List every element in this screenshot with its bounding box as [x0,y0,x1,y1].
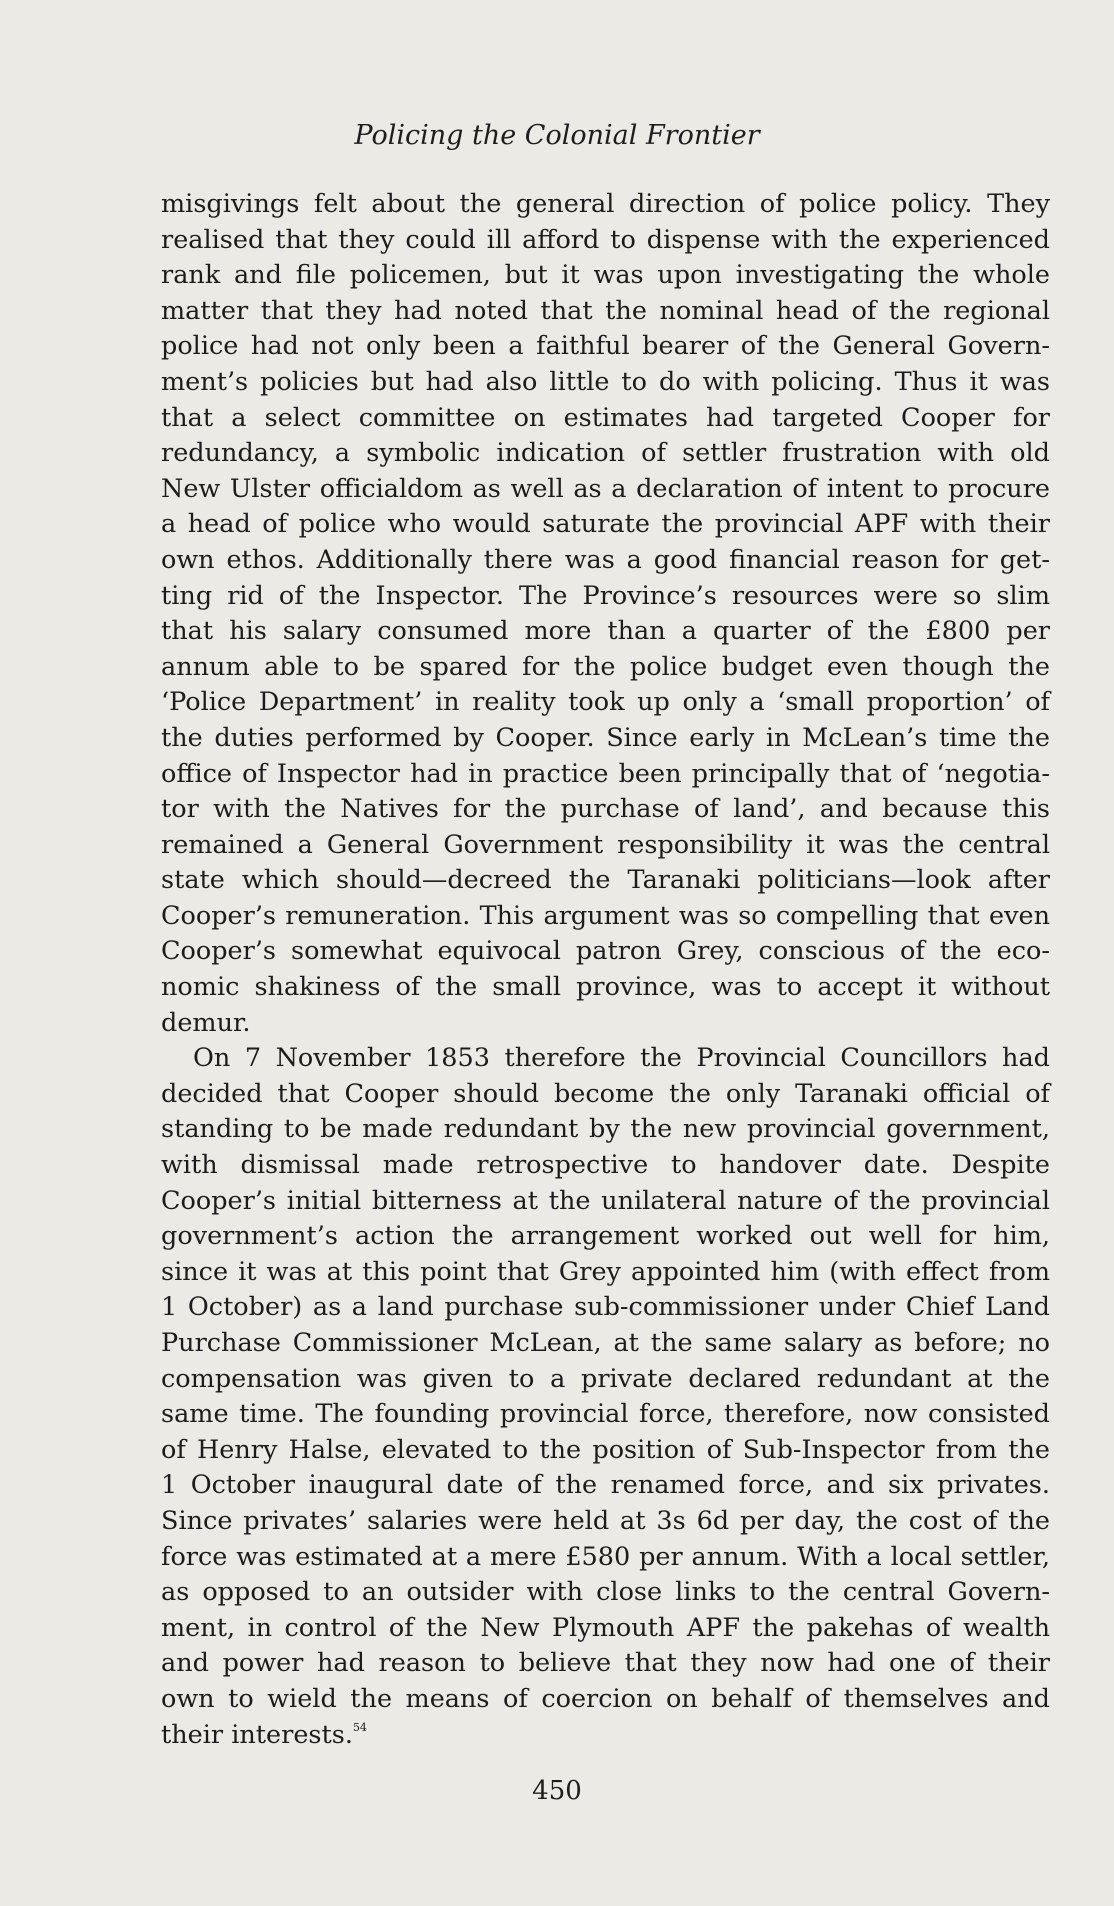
text-line: since it was at this point that Grey appointed him (with effect from [161,1256,1050,1287]
text-line: New Ulster officialdom as well as a declaration of intent to procure [161,473,1050,504]
text-line: compensation was given to a private declared redundant at the [161,1363,1050,1394]
text-line: with dismissal made retrospective to handover date. Despite [161,1150,1050,1181]
text-line: Purchase Commissioner McLean, at the same salary as before; no [161,1328,1050,1358]
text-line: the duties performed by Cooper. Since early in McLean’s time the [161,722,1050,753]
text-line: their interests.$^{54}$ [161,1719,367,1750]
text-line: ment’s policies but had also little to do with policing. Thus it was [161,366,1050,397]
page-number: 450 [532,1776,582,1806]
footnote-reference: 54 [352,1720,367,1734]
text-line: as opposed to an outsider with close links to the central Govern- [161,1577,1050,1608]
text-line: own to wield the means of coercion on behalf of themselves and [161,1683,1050,1714]
text-line: state which should—decreed the Taranaki politicians—look after [161,865,1050,896]
text-line: Cooper’s remuneration. This argument was so compelling that even [161,900,1050,931]
text-line: Since privates’ salaries were held at 3s 6d per day, the cost of the [161,1505,1050,1536]
text-line: decided that Cooper should become the only Taranaki official of [161,1078,1050,1109]
text-line: annum able to be spared for the police budget even though the [161,651,1050,682]
text-line: Cooper’s initial bitterness at the unilateral nature of the provincial [161,1185,1050,1216]
text-line: ting rid of the Inspector. The Province’s resources were so slim [161,580,1050,611]
running-head: Policing the Colonial Frontier [354,120,760,151]
body-text [161,187,1050,1753]
text-line: On 7 November 1853 therefore the Provincial Councillors had [193,1043,1050,1074]
text-line: office of Inspector had in practice been principally that of ‘negotia- [161,758,1050,789]
paragraph-2 [161,1041,1050,1753]
text-line: remained a General Government responsibility it was the central [161,829,1050,860]
text-line: ment, in control of the New Plymouth APF the pakehas of wealth [161,1612,1050,1643]
text-line: Cooper’s somewhat equivocal patron Grey, conscious of the eco- [161,936,1050,967]
text-line: 1 October) as a land purchase sub-commissioner under Chief Land [161,1292,1050,1323]
text-line: misgivings felt about the general direction of police policy. They [161,189,1050,219]
text-line: police had not only been a faithful bearer of the General Govern- [161,331,1050,362]
text-line: 1 October inaugural date of the renamed force, and six privates. [161,1470,1050,1501]
text-line: of Henry Halse, elevated to the position of Sub-Inspector from the [161,1434,1050,1465]
text-line: a head of police who would saturate the provincial APF with their [161,509,1050,540]
text-line: government’s action the arrangement worked out well for him, [161,1221,1050,1252]
text-line: tor with the Natives for the purchase of land’, and because this [161,794,1050,825]
text-line: ‘Police Department’ in reality took up only a ‘small proportion’ of [161,687,1050,718]
text-line: that a select committee on estimates had targeted Cooper for [161,402,1050,433]
text-line: demur. [161,1007,251,1038]
text-line: same time. The founding provincial force, therefore, now consisted [161,1399,1050,1430]
text-line: nomic shakiness of the small province, was to accept it without [161,972,1050,1003]
paragraph-1 [161,187,1050,1041]
text-line: rank and file policemen, but it was upon investigating the whole [161,260,1050,291]
text-line: redundancy, a symbolic indication of settler frustration with old [161,438,1050,469]
text-line: that his salary consumed more than a quarter of the £800 per [161,616,1050,647]
text-line: and power had reason to believe that they now had one of their [161,1648,1050,1679]
text-line: force was estimated at a mere £580 per annum. With a local settler, [161,1541,1050,1572]
text-line: own ethos. Additionally there was a good financial reason for get- [161,544,1050,575]
text-line: matter that they had noted that the nominal head of the regional [161,295,1050,326]
text-line: realised that they could ill afford to dispense with the experienced [161,224,1050,255]
text-line: standing to be made redundant by the new provincial government, [161,1114,1050,1145]
